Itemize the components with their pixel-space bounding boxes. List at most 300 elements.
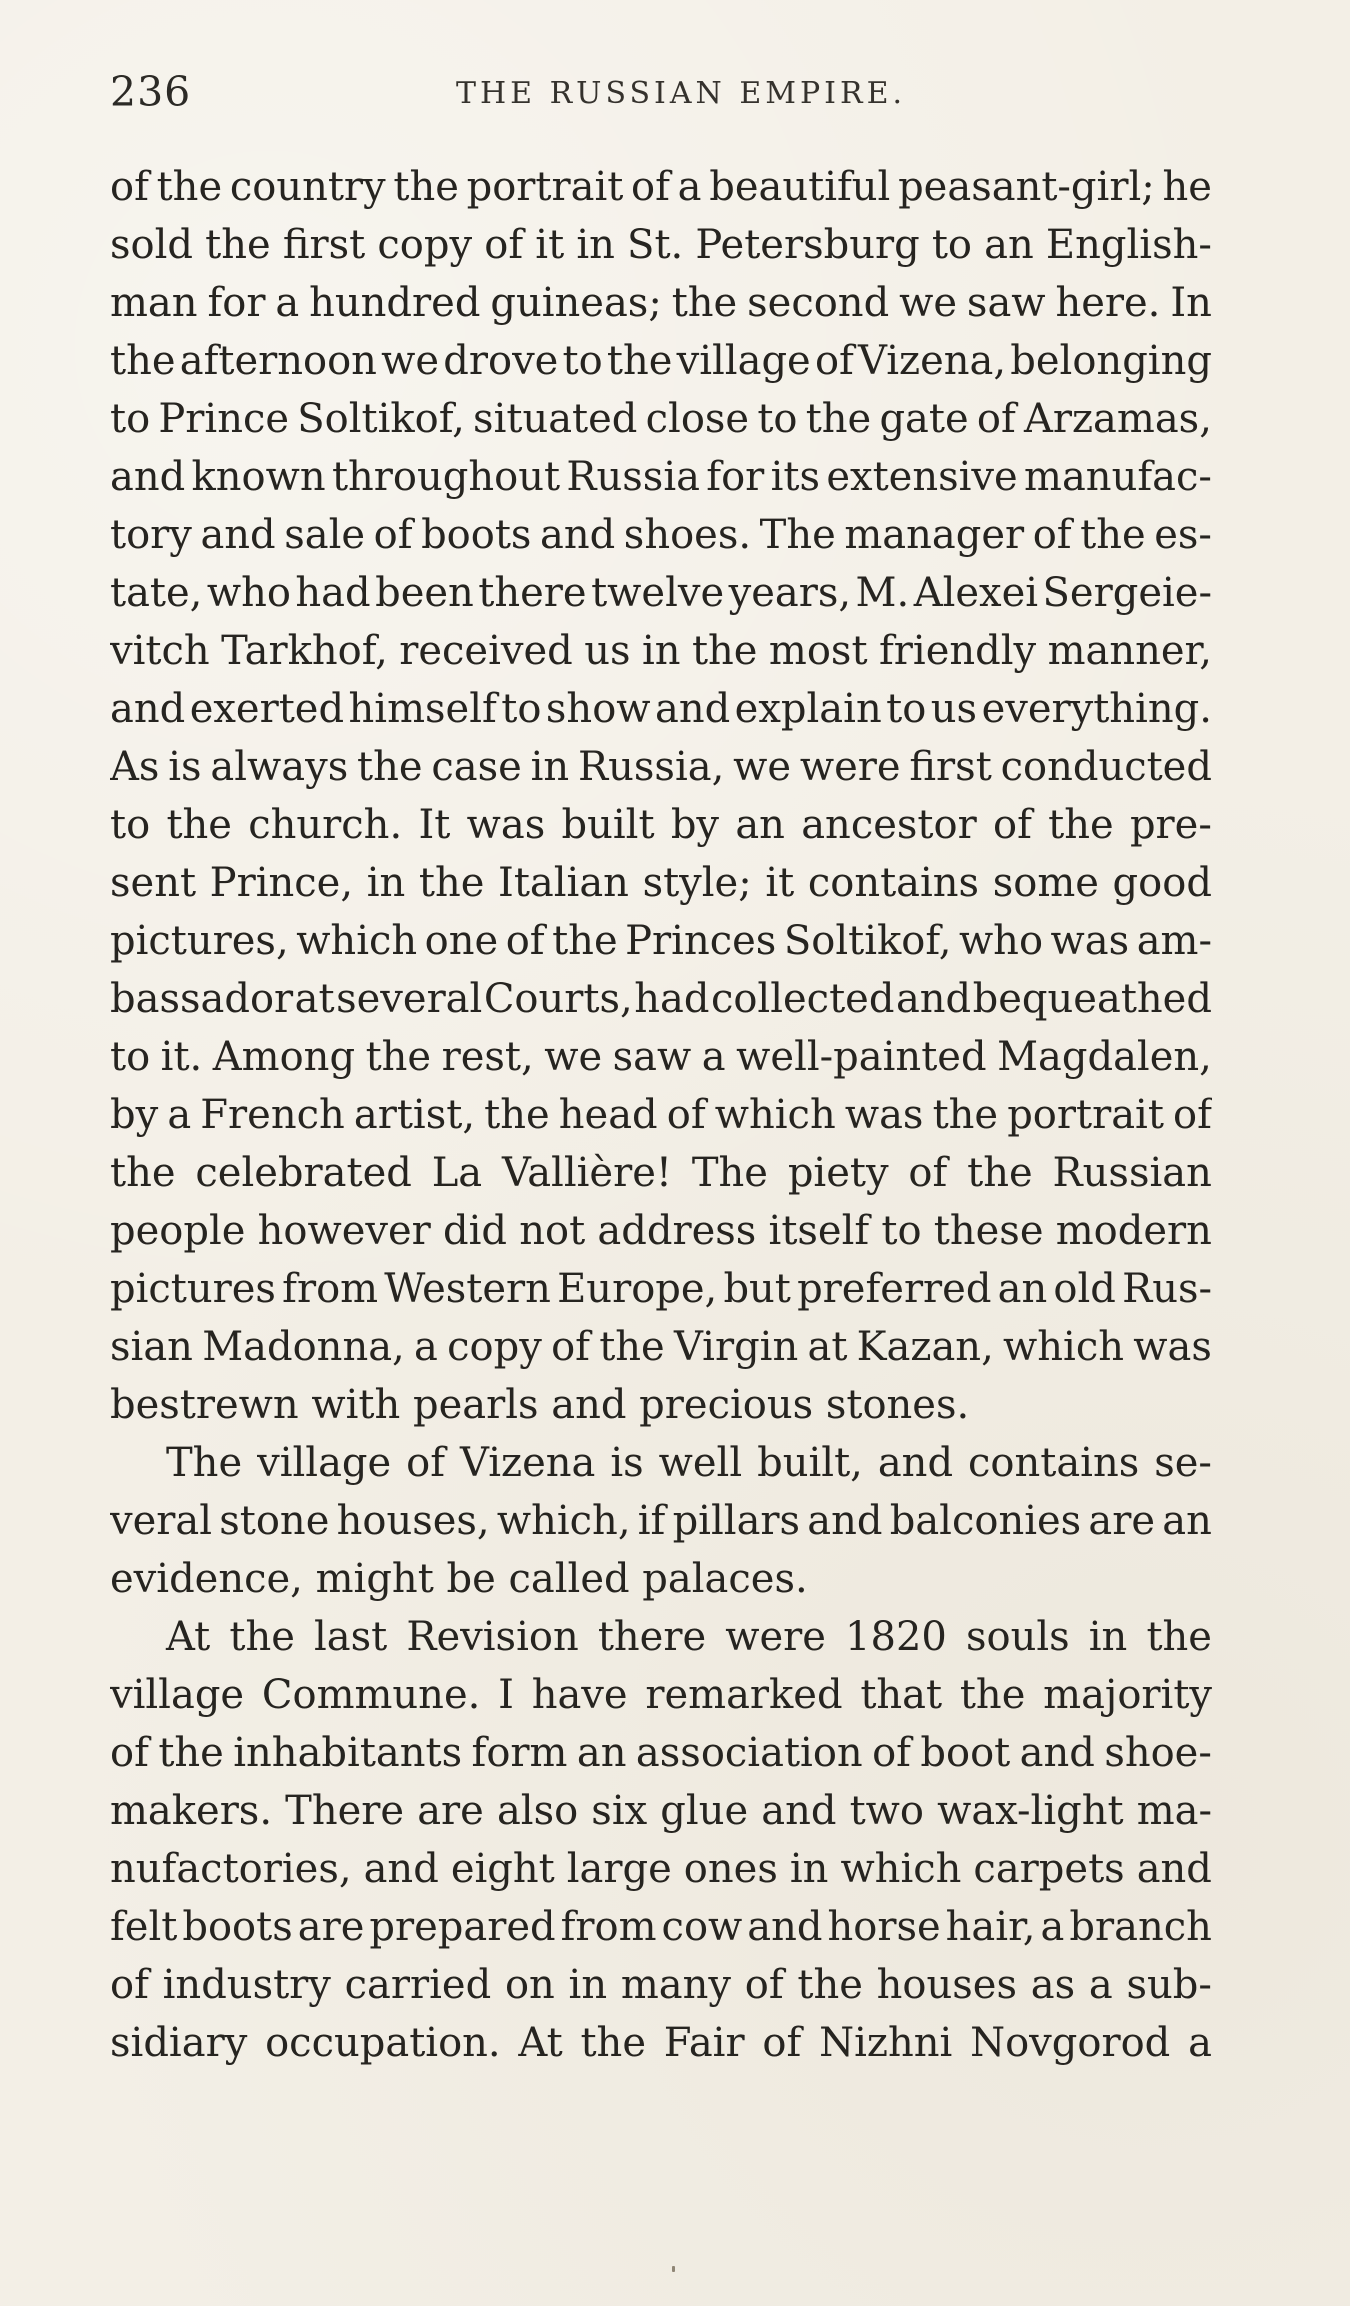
- word: however: [257, 1208, 431, 1254]
- text-line: [110, 1202, 1212, 1260]
- word: was: [1133, 1324, 1212, 1370]
- word: that: [860, 1672, 943, 1718]
- word: most: [768, 628, 868, 674]
- word: it: [535, 222, 565, 268]
- word: The: [166, 1440, 243, 1486]
- word: ones: [683, 1846, 778, 1892]
- word: if: [637, 1498, 666, 1544]
- word: case: [431, 744, 522, 790]
- word: es-: [1154, 512, 1212, 558]
- word: an: [997, 1266, 1048, 1312]
- word: for: [706, 454, 765, 500]
- text-line: [110, 506, 1212, 564]
- word: are: [1088, 1498, 1156, 1544]
- word: Among: [212, 1034, 356, 1080]
- word: Russia,: [578, 744, 725, 790]
- word: was: [1050, 918, 1130, 964]
- word: rest,: [441, 1034, 534, 1080]
- word: to: [757, 396, 798, 442]
- word: sian: [110, 1324, 193, 1370]
- page-header: [110, 68, 1212, 118]
- word: beautiful: [709, 164, 891, 210]
- word: of: [1173, 1092, 1212, 1138]
- word: pictures,: [110, 918, 289, 964]
- word: throughout: [331, 454, 561, 500]
- word: felt: [110, 1904, 178, 1950]
- word: built,: [757, 1440, 863, 1486]
- word: village: [110, 1672, 245, 1718]
- word: of: [992, 802, 1032, 848]
- word: people: [110, 1208, 246, 1254]
- word: and: [807, 1498, 883, 1544]
- word: boot: [920, 1730, 1011, 1776]
- word: am-: [1136, 918, 1212, 964]
- word: Tarkhof,: [221, 628, 388, 674]
- word: contains: [968, 1440, 1140, 1486]
- word: many: [620, 1962, 731, 2008]
- word: a: [1040, 1904, 1065, 1950]
- word: and: [540, 512, 616, 558]
- word: in: [789, 1846, 829, 1892]
- word: Petersburg: [695, 222, 920, 268]
- text-line: [110, 1724, 1212, 1782]
- text-line: [110, 1550, 1212, 1608]
- word: first: [282, 222, 366, 268]
- word: drove: [443, 338, 559, 384]
- word: its: [770, 454, 821, 500]
- text-line: [110, 738, 1212, 796]
- word: portrait: [1007, 1092, 1164, 1138]
- word: second: [747, 280, 890, 326]
- word: head: [558, 1092, 658, 1138]
- word: sold: [110, 222, 194, 268]
- word: two: [849, 1788, 924, 1834]
- word: by: [670, 802, 720, 848]
- word: Prince,: [209, 860, 354, 906]
- word: copy: [447, 1324, 542, 1370]
- word: had: [634, 976, 710, 1022]
- word: manufac-: [1024, 454, 1212, 500]
- word: who: [206, 570, 291, 616]
- word: Sergeie-: [1042, 570, 1212, 616]
- word: piety: [787, 1150, 889, 1196]
- word: an: [576, 1730, 627, 1776]
- word: is: [168, 744, 202, 790]
- word: the: [229, 1614, 295, 1660]
- word: portrait: [466, 164, 624, 210]
- word: belonging: [1010, 338, 1212, 384]
- word: we: [899, 280, 958, 326]
- word: sub-: [1126, 1962, 1212, 2008]
- word: Russian: [1052, 1150, 1212, 1196]
- word: majority: [1043, 1672, 1212, 1718]
- word: well-painted: [736, 1034, 987, 1080]
- word: of: [505, 918, 545, 964]
- word: to: [110, 396, 151, 442]
- word: In: [1170, 280, 1212, 326]
- word: Kazan,: [856, 1324, 994, 1370]
- text-line: [110, 158, 1212, 216]
- word: of: [1032, 512, 1072, 558]
- word: collected: [710, 976, 895, 1022]
- word: La: [431, 1150, 483, 1196]
- word: the: [110, 1150, 176, 1196]
- word: to: [501, 686, 542, 732]
- word: artist,: [353, 1092, 476, 1138]
- word: Europe,: [557, 1266, 718, 1312]
- word: sidiary: [110, 2020, 248, 2066]
- word: souls: [965, 1614, 1070, 1660]
- word: style;: [642, 860, 752, 906]
- word: a: [414, 1324, 438, 1370]
- word: of: [110, 1730, 149, 1776]
- word: received: [399, 628, 573, 674]
- word: Vizena: [460, 1440, 596, 1486]
- word: Rus-: [1122, 1266, 1212, 1312]
- word: There: [285, 1788, 405, 1834]
- word: stone: [219, 1498, 330, 1544]
- word: last: [314, 1614, 388, 1660]
- word: to: [886, 686, 927, 732]
- word: I: [498, 1672, 514, 1718]
- word: country: [229, 164, 386, 210]
- word: the: [166, 802, 232, 848]
- word: extensive: [826, 454, 1018, 500]
- word: Virgin: [673, 1324, 799, 1370]
- paper-speck: [672, 2266, 675, 2272]
- word: shoe-: [1104, 1730, 1212, 1776]
- word: the: [580, 2020, 646, 2066]
- text-line: [110, 1028, 1212, 1086]
- word: sale: [284, 512, 366, 558]
- word: a: [167, 1092, 192, 1138]
- word: himself: [348, 686, 497, 732]
- word: ancestor: [801, 802, 977, 848]
- word: eight: [450, 1846, 555, 1892]
- word: bequeathed: [972, 976, 1212, 1022]
- word: hair,: [945, 1904, 1036, 1950]
- word: conducted: [1000, 744, 1212, 790]
- word: the: [110, 338, 176, 384]
- word: and: [200, 512, 276, 558]
- word: from: [282, 1266, 379, 1312]
- word: always: [210, 744, 349, 790]
- word: occupation.: [265, 2020, 501, 2066]
- word: of: [744, 1962, 784, 2008]
- word: peasant-girl;: [898, 164, 1155, 210]
- word: prepared: [369, 1904, 556, 1950]
- word: It: [418, 802, 451, 848]
- word: in: [641, 628, 681, 674]
- word: of: [484, 222, 524, 268]
- word: industry: [162, 1962, 331, 2008]
- word: here.: [1055, 280, 1161, 326]
- word: The: [759, 512, 836, 558]
- word: close: [645, 396, 750, 442]
- running-title: THE RUSSIAN EMPIRE.: [455, 76, 907, 111]
- word: an: [735, 802, 785, 848]
- word: At: [166, 1614, 211, 1660]
- word: copy: [377, 222, 473, 268]
- word: horse: [827, 1904, 941, 1950]
- text-line: [110, 796, 1212, 854]
- word: first: [909, 744, 992, 790]
- text-line: [110, 1260, 1212, 1318]
- word: a: [1088, 1962, 1113, 2008]
- word: the: [484, 1092, 550, 1138]
- word: pictures: [110, 1266, 276, 1312]
- word: se-: [1154, 1440, 1212, 1486]
- word: explain: [734, 686, 882, 732]
- word: as: [1030, 1962, 1076, 2008]
- word: Arzamas,: [1023, 396, 1212, 442]
- word: show: [545, 686, 651, 732]
- word: Prince: [158, 396, 290, 442]
- word: the: [158, 1730, 224, 1776]
- word: association: [635, 1730, 863, 1776]
- text-line: [110, 274, 1212, 332]
- text-line: [110, 1608, 1212, 1666]
- word: of: [110, 1962, 149, 2008]
- word: of: [631, 164, 670, 210]
- word: to: [562, 338, 603, 384]
- text-line: [110, 680, 1212, 738]
- word: he: [1162, 164, 1212, 210]
- word: the: [691, 628, 758, 674]
- word: veral: [110, 1498, 213, 1544]
- word: wax-light: [937, 1788, 1124, 1834]
- word: at: [294, 976, 335, 1022]
- word: church.: [248, 802, 403, 848]
- word: branch: [1069, 1904, 1212, 1950]
- text-line: [110, 912, 1212, 970]
- word: exerted: [189, 686, 345, 732]
- text-line: [110, 970, 1212, 1028]
- word: the: [797, 1962, 863, 2008]
- word: one: [424, 918, 499, 964]
- word: by: [110, 1092, 159, 1138]
- word: the: [205, 222, 271, 268]
- word: the: [959, 1672, 1026, 1718]
- word: address: [597, 1208, 757, 1254]
- word: the: [156, 164, 223, 210]
- word: large: [566, 1846, 672, 1892]
- word: and: [895, 976, 972, 1022]
- word: Courts,: [483, 976, 633, 1022]
- word: the: [805, 396, 872, 442]
- word: M.: [855, 570, 910, 616]
- word: us: [584, 628, 631, 674]
- word: of: [814, 338, 854, 384]
- word: Western: [384, 1266, 551, 1312]
- word: from: [560, 1904, 657, 1950]
- text-line: [110, 564, 1212, 622]
- text-line: [110, 1956, 1212, 2014]
- word: and: [1136, 1846, 1212, 1892]
- word: Vizena,: [858, 338, 1007, 384]
- text-line: [110, 1492, 1212, 1550]
- word: and: [363, 1846, 439, 1892]
- word: an: [1162, 1498, 1212, 1544]
- word: village: [676, 338, 811, 384]
- text-line: [110, 1086, 1212, 1144]
- word: nufactories,: [110, 1846, 352, 1892]
- text-line: [110, 854, 1212, 912]
- word: of: [551, 1324, 590, 1370]
- word: an: [984, 222, 1034, 268]
- word: saw: [966, 280, 1046, 326]
- text-line: [110, 332, 1212, 390]
- word: there: [478, 570, 587, 616]
- word: 1820: [845, 1614, 947, 1660]
- word: of: [976, 396, 1016, 442]
- word: which: [296, 918, 418, 964]
- word: which: [714, 1092, 836, 1138]
- word: guineas;: [490, 280, 662, 326]
- word: it: [765, 860, 795, 906]
- word: which: [1003, 1324, 1125, 1370]
- word: itself: [768, 1208, 870, 1254]
- text-line: [110, 1144, 1212, 1202]
- word: a: [677, 164, 702, 210]
- text-line: [110, 1898, 1212, 1956]
- word: the: [1146, 1614, 1212, 1660]
- word: the: [671, 280, 738, 326]
- word: At: [518, 2020, 563, 2066]
- text-line: [110, 622, 1212, 680]
- word: in: [1088, 1614, 1128, 1660]
- word: of: [110, 164, 149, 210]
- word: houses: [876, 1962, 1017, 2008]
- word: remarked: [645, 1672, 843, 1718]
- word: tate,: [110, 570, 203, 616]
- word: glue: [660, 1788, 749, 1834]
- word: for: [207, 280, 266, 326]
- word: a: [1188, 2020, 1212, 2066]
- word: Fair: [663, 2020, 745, 2066]
- word: to: [881, 1208, 922, 1254]
- word: the: [552, 918, 618, 964]
- word: the: [418, 860, 485, 906]
- text-line: [110, 1782, 1212, 1840]
- word: contains: [807, 860, 980, 906]
- word: is: [610, 1440, 644, 1486]
- word: the: [606, 338, 673, 384]
- word: we: [733, 744, 792, 790]
- word: pre-: [1129, 802, 1212, 848]
- word: saw: [612, 1034, 692, 1080]
- word: bestrewn with pearls and precious stones.: [110, 1382, 970, 1428]
- word: of: [872, 1730, 911, 1776]
- word: St.: [627, 222, 684, 268]
- word: and: [747, 1904, 823, 1950]
- word: are: [417, 1788, 484, 1834]
- word: cow: [661, 1904, 743, 1950]
- word: and: [761, 1788, 837, 1834]
- word: village: [257, 1440, 392, 1486]
- word: a: [275, 280, 300, 326]
- word: we: [544, 1034, 603, 1080]
- word: we: [381, 338, 440, 384]
- word: a: [701, 1034, 726, 1080]
- word: well: [658, 1440, 743, 1486]
- word: the: [393, 164, 459, 210]
- word: English-: [1045, 222, 1212, 268]
- word: of: [762, 2020, 802, 2066]
- word: everything.: [981, 686, 1212, 732]
- word: boots: [182, 1904, 293, 1950]
- word: us: [930, 686, 978, 732]
- word: makers.: [110, 1788, 273, 1834]
- word: to: [110, 802, 151, 848]
- word: which,: [496, 1498, 631, 1544]
- word: some: [992, 860, 1099, 906]
- word: As: [110, 744, 160, 790]
- word: sent: [110, 860, 197, 906]
- word: friendly: [878, 628, 1037, 674]
- word: to: [931, 222, 972, 268]
- word: built: [561, 802, 655, 848]
- word: boots: [421, 512, 532, 558]
- word: preferred: [797, 1266, 992, 1312]
- word: were: [799, 744, 901, 790]
- word: old: [1053, 1266, 1116, 1312]
- word: in: [568, 1962, 608, 2008]
- text-line: [110, 2014, 1212, 2072]
- text-line: [110, 1318, 1212, 1376]
- word: the: [599, 1324, 665, 1370]
- word: the: [1080, 512, 1146, 558]
- word: The: [691, 1150, 768, 1196]
- word: manner,: [1047, 628, 1212, 674]
- word: also: [496, 1788, 579, 1834]
- word: shoes.: [623, 512, 752, 558]
- word: these: [933, 1208, 1044, 1254]
- word: of: [908, 1150, 948, 1196]
- word: form: [471, 1730, 568, 1776]
- word: had: [295, 570, 371, 616]
- word: tory: [110, 512, 192, 558]
- word: there: [597, 1614, 707, 1660]
- word: afternoon: [179, 338, 377, 384]
- word: of: [406, 1440, 446, 1486]
- word: at: [807, 1324, 848, 1370]
- word: the: [357, 744, 423, 790]
- word: several: [336, 976, 483, 1022]
- text-line: [110, 390, 1212, 448]
- word: of: [373, 512, 413, 558]
- word: in: [576, 222, 615, 268]
- word: situated: [473, 396, 638, 442]
- word: and: [110, 686, 186, 732]
- word: were: [725, 1614, 826, 1660]
- word: bassador: [110, 976, 294, 1022]
- text-line: [110, 1666, 1212, 1724]
- word: Princes: [625, 918, 777, 964]
- word: vitch: [110, 628, 210, 674]
- word: and: [1019, 1730, 1095, 1776]
- word: ma-: [1136, 1788, 1212, 1834]
- word: Madonna,: [202, 1324, 405, 1370]
- word: it.: [160, 1034, 203, 1080]
- text-line: [110, 1434, 1212, 1492]
- word: inhabitants: [233, 1730, 463, 1776]
- word: houses,: [336, 1498, 490, 1544]
- word: was: [844, 1092, 924, 1138]
- word: French: [200, 1092, 345, 1138]
- word: Nizhni: [819, 2020, 953, 2066]
- word: Soltikof,: [783, 918, 952, 964]
